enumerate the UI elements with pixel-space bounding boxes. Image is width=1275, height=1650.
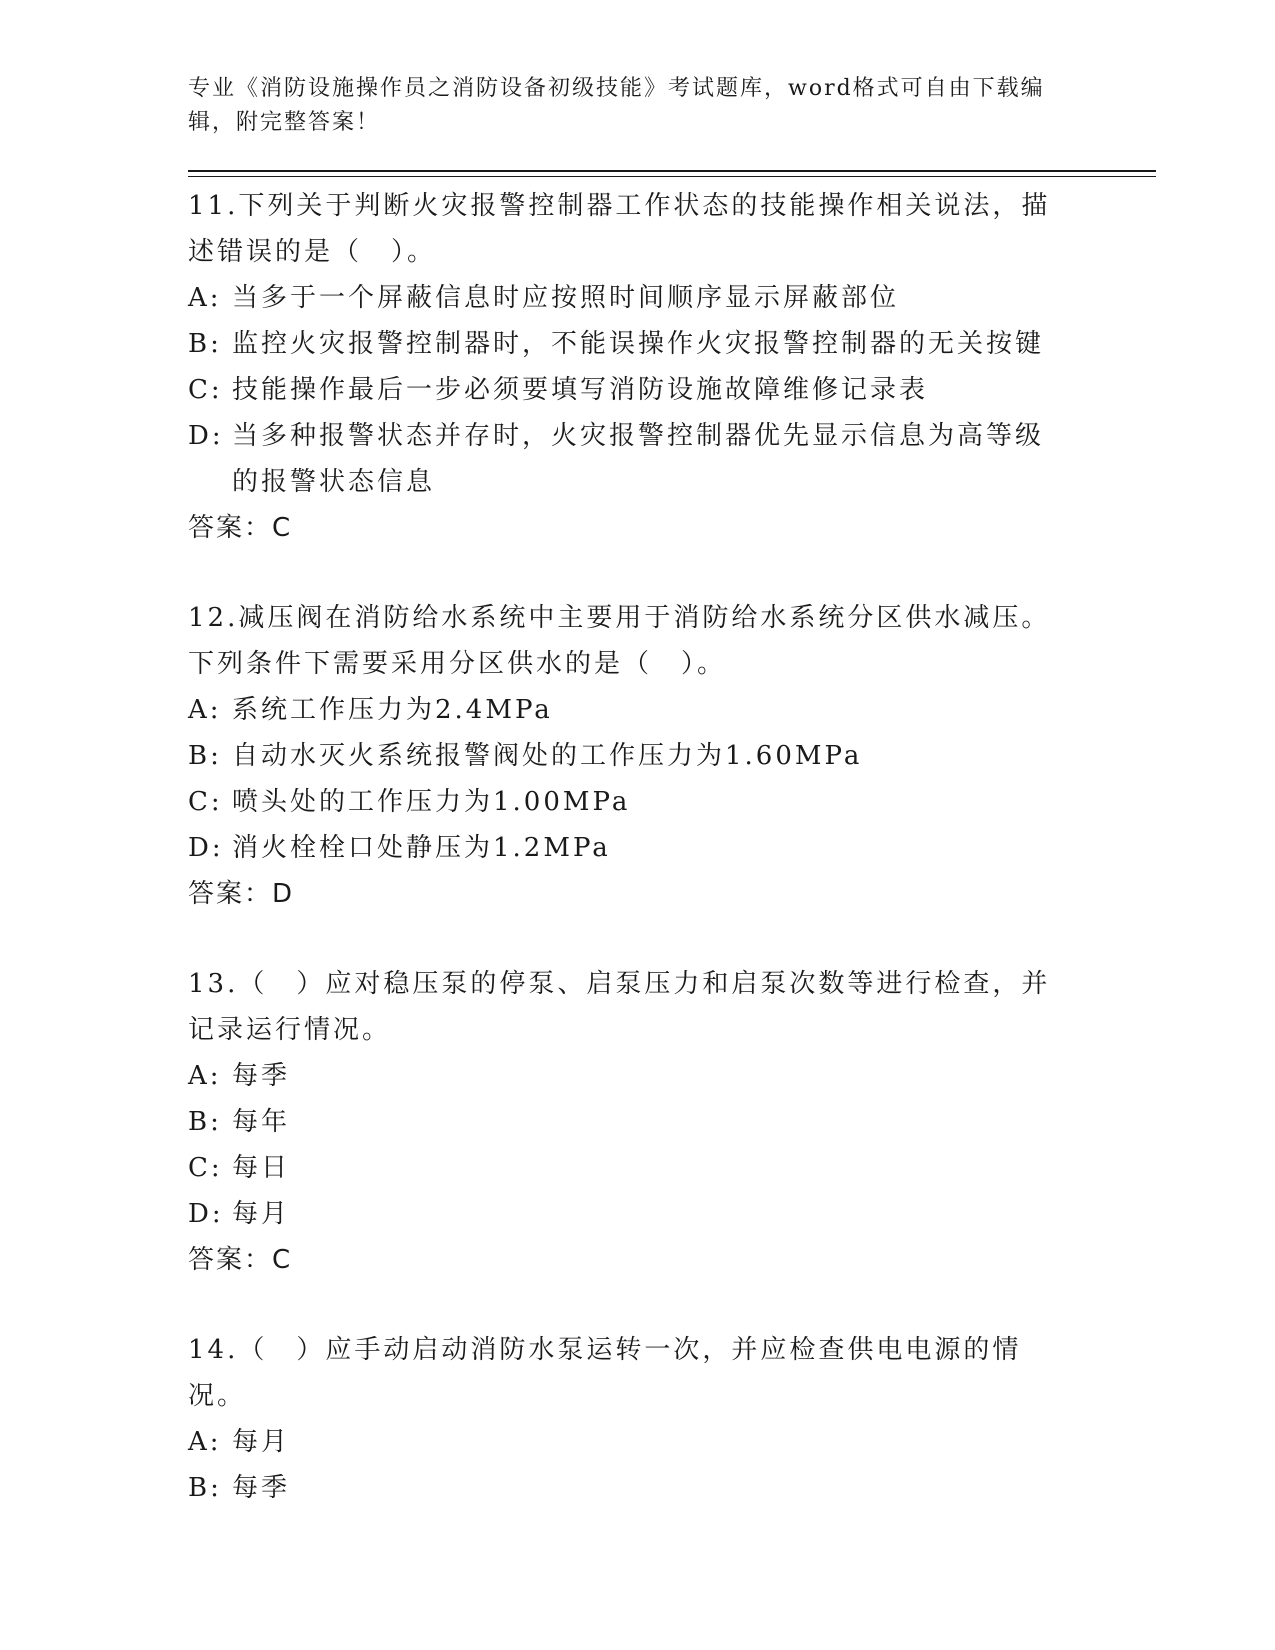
answer-line: 答案：D (188, 879, 295, 909)
option-key: A: (188, 283, 222, 313)
option-key: B: (188, 741, 222, 771)
answer-line: 答案：C (188, 1245, 293, 1275)
option-text: 每日 (232, 1153, 291, 1183)
option-a (188, 275, 1068, 321)
option-text: 当多种报警状态并存时，火灾报警控制器优先显示信息为高等级的报警状态信息 (232, 421, 1045, 497)
option-text: 当多于一个屏蔽信息时应按照时间顺序显示屏蔽部位 (232, 283, 900, 313)
question-stem: 12.减压阀在消防给水系统中主要用于消防给水系统分区供水减压。下列条件下需要采用分区供水的是（ ）。 (188, 603, 1051, 679)
option-d (188, 1191, 1068, 1237)
option-key: C: (188, 375, 223, 405)
question-12 (188, 595, 1156, 917)
option-b (188, 1465, 1068, 1511)
option-text: 系统工作压力为2.4MPa (232, 695, 553, 725)
option-text: 自动水灭火系统报警阀处的工作压力为1.60MPa (232, 741, 863, 771)
option-b (188, 733, 1068, 779)
option-key: D: (188, 421, 224, 451)
option-c (188, 779, 1068, 825)
option-text: 每月 (232, 1199, 291, 1229)
option-key: D: (188, 1199, 224, 1229)
question-list (188, 183, 1156, 1511)
option-text: 每年 (232, 1107, 291, 1137)
question-14 (188, 1327, 1156, 1511)
option-text: 喷头处的工作压力为1.00MPa (232, 787, 631, 817)
option-a (188, 687, 1068, 733)
question-stem: 11.下列关于判断火灾报警控制器工作状态的技能操作相关说法，描述错误的是（ ）。 (188, 191, 1051, 267)
answer-line: 答案：C (188, 513, 293, 543)
option-key: A: (188, 695, 222, 725)
option-key: B: (188, 1107, 222, 1137)
option-text: 监控火灾报警控制器时，不能误操作火灾报警控制器的无关按键 (232, 329, 1045, 359)
option-key: B: (188, 1473, 222, 1503)
option-d (188, 413, 1068, 505)
option-key: B: (188, 329, 222, 359)
option-a (188, 1053, 1068, 1099)
option-b (188, 321, 1068, 367)
document-page (188, 72, 1156, 1511)
option-text: 每月 (232, 1427, 291, 1457)
option-c (188, 1145, 1068, 1191)
question-11 (188, 183, 1156, 551)
option-c (188, 367, 1068, 413)
option-text: 消火栓栓口处静压为1.2MPa (232, 833, 611, 863)
option-key: A: (188, 1427, 222, 1457)
header-divider (188, 170, 1156, 177)
option-text: 每季 (232, 1473, 291, 1503)
document-header: 专业《消防设施操作员之消防设备初级技能》考试题库，word格式可自由下载编辑，附完整答案！ (188, 76, 1045, 135)
option-b (188, 1099, 1068, 1145)
question-13 (188, 961, 1156, 1283)
option-key: D: (188, 833, 224, 863)
question-stem: 13.（ ）应对稳压泵的停泵、启泵压力和启泵次数等进行检查，并记录运行情况。 (188, 969, 1051, 1045)
option-d (188, 825, 1068, 871)
option-a (188, 1419, 1068, 1465)
option-key: A: (188, 1061, 222, 1091)
option-key: C: (188, 787, 223, 817)
option-text: 技能操作最后一步必须要填写消防设施故障维修记录表 (232, 375, 929, 405)
question-stem: 14.（ ）应手动启动消防水泵运转一次，并应检查供电电源的情况。 (188, 1335, 1022, 1411)
option-key: C: (188, 1153, 223, 1183)
option-text: 每季 (232, 1061, 291, 1091)
